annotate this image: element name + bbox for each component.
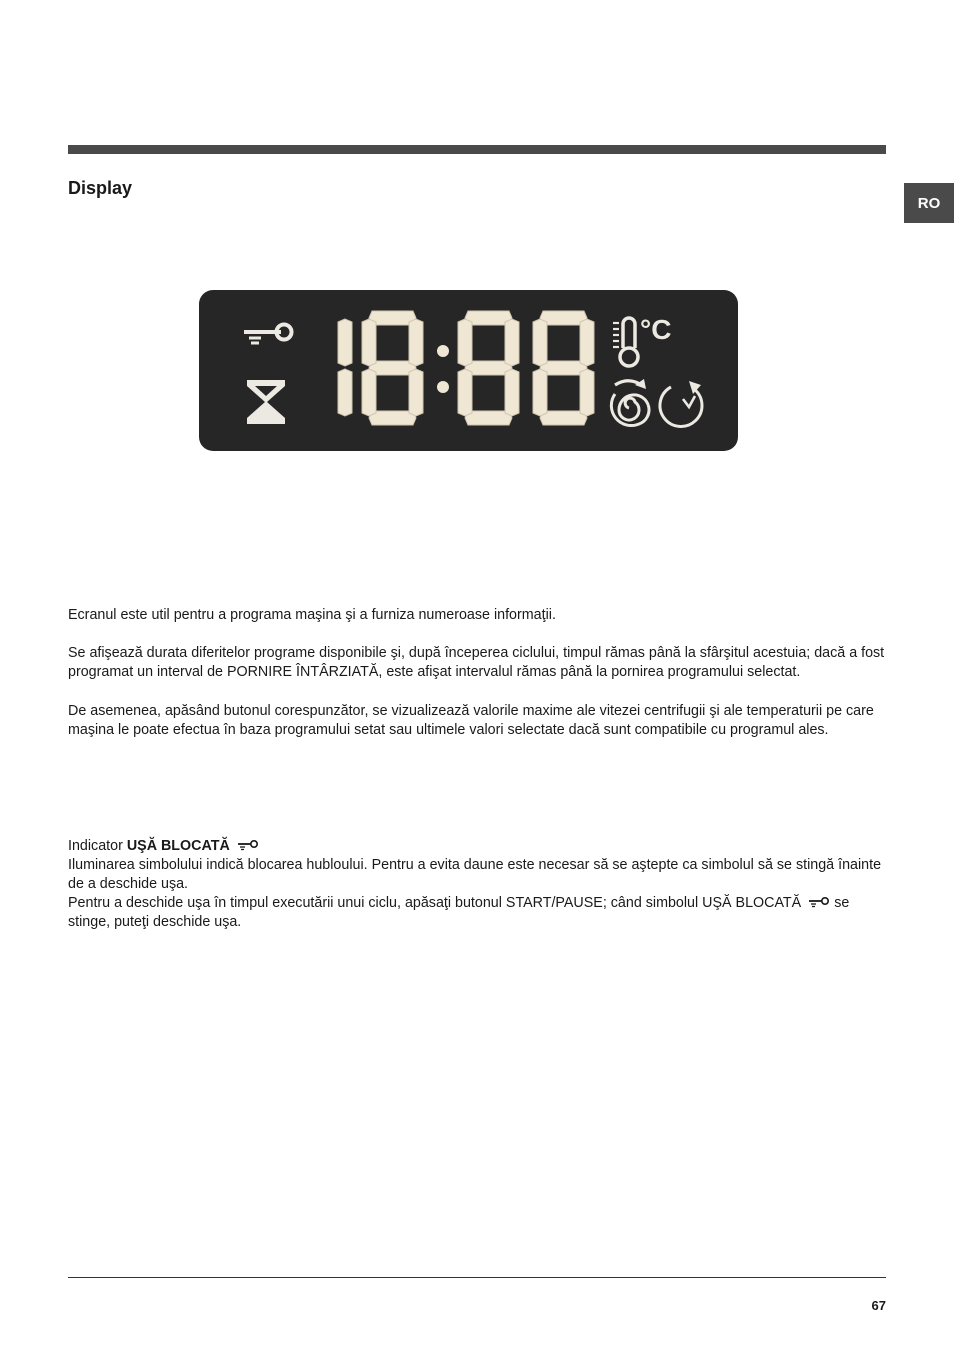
duration-paragraph: Se afişează durata diferitelor programe disponibile şi, după începerea ciclului, timpul rămas până la sfârşitul acestuia; dacă a fost programat un interval de PORNIRE ÎNTÂRZIATĂ, este afişat intervalul rămas până la pornirea programului selectat.: [68, 645, 885, 681]
door-lock-inline-icon: [237, 840, 259, 851]
top-rule: [68, 145, 886, 154]
language-tab: RO: [904, 183, 954, 223]
values-paragraph: De asemenea, apăsând butonul corespunzător, se vizualizează valorile maxime ale vitezei centrifugii şi ale temperaturii pe care maşina le poate efectua în baza programului setat sau ultimele valori selectate dacă sunt compatibile cu programul ales.: [68, 703, 874, 739]
intro-paragraph: Ecranul este util pentru a programa maşina şi a furniza numeroase informaţii.: [68, 607, 556, 623]
page-number: 67: [871, 1298, 886, 1313]
door-lock-inline-icon: [808, 897, 830, 908]
indicator-description: Iluminarea simbolului indică blocarea hubloului. Pentru a evita daune este necesar să se aştepte ca simbolul să se stingă înainte de a deschide uşa.: [68, 857, 882, 893]
unlock-text-after: se stinge, puteţi deschide uşa.: [68, 895, 850, 931]
indicator-prefix: Indicator: [68, 838, 123, 854]
indicator-heading: [68, 837, 888, 856]
indicator-name: UŞĂ BLOCATĂ: [126, 838, 230, 854]
display-panel: [199, 290, 738, 451]
section-title: Display: [68, 178, 133, 198]
temperature-unit: °C: [640, 314, 672, 345]
unlock-text-before: Pentru a deschide uşa în timpul executării unui ciclu, apăsaţi butonul START/PAUSE; când simbolul UŞĂ BLOCATĂ: [68, 895, 802, 911]
bottom-rule: [68, 1277, 886, 1278]
unlock-instruction: [68, 894, 888, 932]
